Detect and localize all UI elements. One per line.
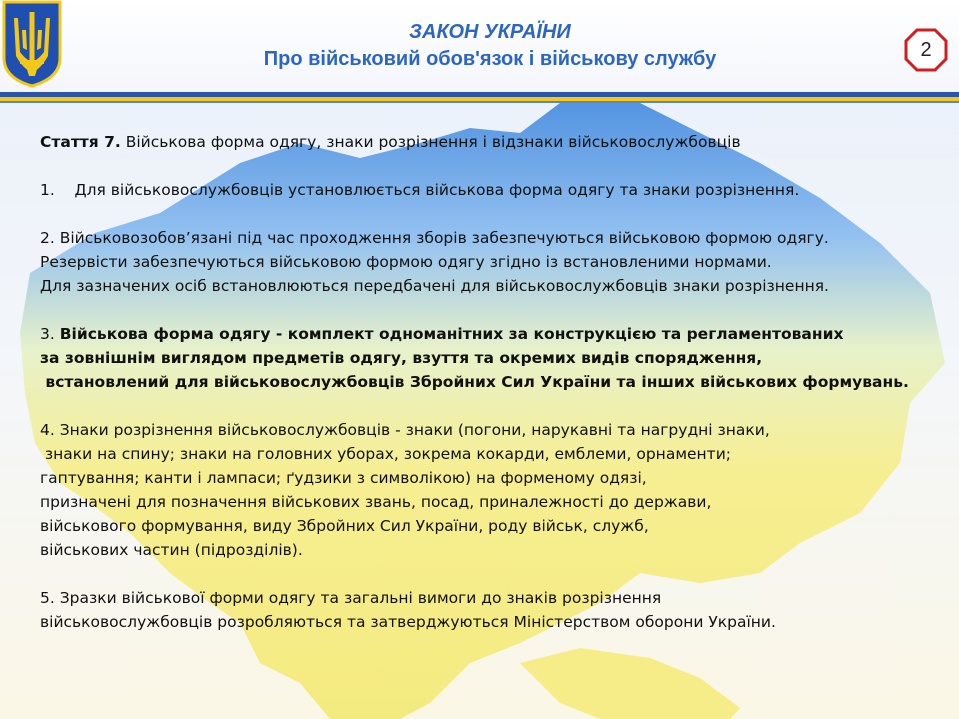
article-heading-number: Стаття 7. bbox=[40, 133, 121, 151]
paragraph-4-line-3: гаптування; канти і лампаси; ґудзики з символікою) на форменому одязі, bbox=[40, 469, 647, 487]
paragraph-4-line-5: військового формування, виду Збройних Сил України, роду військ, служб, bbox=[40, 517, 649, 535]
paragraph-2-line-1: 2. Військовозобов’язані під час проходження зборів забезпечуються військовою формою одягу. bbox=[40, 229, 829, 247]
article-body bbox=[40, 130, 945, 634]
paragraph-3-line-1 bbox=[40, 322, 945, 346]
paragraph-4-line-6: військових частин (підрозділів). bbox=[40, 541, 303, 559]
paragraph-2-line-3: Для зазначених осіб встановлюються передбачені для військовослужбовців знаки розрізнення. bbox=[40, 277, 829, 295]
header-titles bbox=[150, 20, 830, 72]
paragraph-4-line-2: знаки на спину; знаки на головних уборах, зокрема кокарди, емблеми, орнаменти; bbox=[40, 445, 732, 463]
paragraph-3-line-3: встановлений для військовослужбовців Збройних Сил України та інших військових формувань. bbox=[40, 373, 909, 391]
paragraph-4-line-1: 4. Знаки розрізнення військовослужбовців - знаки (погони, нарукавні та нагрудні знаки, bbox=[40, 421, 770, 439]
header-stripe-blue-thin bbox=[0, 101, 959, 103]
paragraph-3-bold-1: Військова форма одягу - комплект одноманітних за конструкцією та регламентованих bbox=[59, 325, 844, 343]
paragraph-5-line-1: 5. Зразки військової форми одягу та загальні вимоги до знаків розрізнення bbox=[40, 589, 662, 607]
paragraph-4-line-4: призначені для позначення військових звань, посад, приналежності до держави, bbox=[40, 493, 712, 511]
article-heading bbox=[40, 130, 945, 154]
paragraph-5-line-2: військовослужбовців розробляються та затверджуються Міністерством оборони України. bbox=[40, 613, 776, 631]
article-heading-text: Військова форма одягу, знаки розрізнення і відзнаки військовослужбовців bbox=[120, 133, 741, 151]
paragraph-1: 1. Для військовослужбовців установлюється військова форма одягу та знаки розрізнення. bbox=[40, 181, 800, 199]
law-title: ЗАКОН УКРАЇНИ bbox=[409, 21, 571, 43]
law-subtitle: Про військовий обов'язок і військову службу bbox=[263, 48, 717, 70]
paragraph-3-number: 3. bbox=[40, 325, 60, 343]
paragraph-3-line-2: за зовнішнім виглядом предметів одягу, взуття та окремих видів спорядження, bbox=[40, 349, 763, 367]
page-number: 2 bbox=[920, 39, 932, 61]
paragraph-2-line-2: Резервісти забезпечуються військовою формою одягу згідно із встановленими нормами. bbox=[40, 253, 772, 271]
tryzub-coat-of-arms-icon bbox=[0, 0, 64, 88]
crimea-shape bbox=[520, 648, 740, 719]
